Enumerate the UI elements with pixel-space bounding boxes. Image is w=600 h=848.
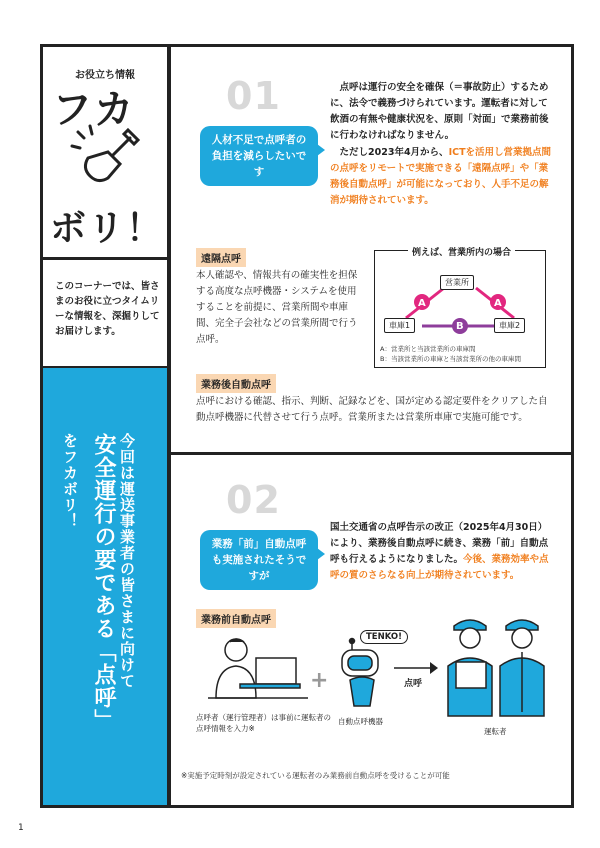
intro-text: このコーナーでは、皆さまのお役に立つタイムリーな情報を、深掘りしてお届けします。 [55, 281, 160, 337]
label-a: A [494, 298, 502, 309]
legend-b: B：当該営業所の車庫と当該営業所の他の車庫間 [380, 355, 521, 363]
section1-paragraph-2 [330, 145, 552, 209]
post-work-auto-tenko-description: 点呼における確認、指示、判断、記録などを、国が定める認定要件をクリアした自動点呼機器に代替させて行う点呼。営業所または営業所車庫で実施可能です。 [196, 396, 548, 423]
divider [40, 257, 170, 260]
para2-text: ただし2023年4月から、 [339, 147, 449, 158]
node-garage-2: 車庫2 [494, 318, 525, 333]
section-divider [168, 452, 574, 455]
diagram-title: 例えば、営業所内の場合 [408, 245, 515, 258]
plus-sign: + [310, 668, 329, 693]
caption-drivers: 運転者 [484, 727, 507, 736]
section1-paragraph-1: 点呼は運行の安全を確保（＝事故防止）するために、法令で義務づけられています。運転者に対して飲酒の有無や健康状況を、原則「対面」で業務前後に行わなければなりません。 [330, 82, 549, 141]
operator-illustration [200, 636, 312, 708]
para-highlight: 今後、業務効率や点呼の質のさらなる向上が期待されています。 [330, 554, 549, 581]
para-text: 国土交通省の点呼告示の改正（2025年4月30日）により、業務後自動点呼に続き、業務「前」自動点呼も行えるようになりました。 [330, 522, 549, 565]
section-number: 01 [226, 74, 281, 118]
feature-line-1: 今回は運送事業者の皆さまに向けて [118, 433, 136, 689]
logo-bottom: ボリ！ [50, 208, 165, 249]
logo-top: フカ [52, 87, 136, 133]
page-number: 1 [18, 823, 24, 833]
drivers-illustration [440, 612, 552, 720]
node-office: 営業所 [440, 275, 474, 290]
label-b: B [456, 321, 464, 332]
question-bubble: 人材不足で点呼者の負担を減らしたいです [200, 126, 318, 186]
arrow-label: 点呼 [404, 679, 423, 689]
arrow-right-icon [392, 658, 440, 678]
tag-pre-work-auto-tenko: 業務前自動点呼 [196, 609, 276, 628]
tenko-speech: TENKO! [360, 630, 408, 644]
question-bubble: 業務「前」自動点呼も実施されたそうですが [200, 530, 318, 590]
tag-remote-tenko: 遠隔点呼 [196, 248, 246, 267]
feature-line-3: をフカボリ！ [61, 433, 79, 529]
legend-a: A：営業所と当該営業所の車庫間 [380, 345, 476, 353]
corner-label: お役立ち情報 [75, 70, 135, 81]
tag-post-work-auto-tenko: 業務後自動点呼 [196, 374, 276, 393]
caption-robot: 自動点呼機器 [338, 717, 383, 726]
feature-line-2: 安全運行の要である「点呼」 [91, 433, 116, 732]
node-garage-1: 車庫1 [384, 318, 415, 333]
remote-tenko-description: 本人確認や、情報共有の確実性を担保する高度な点呼機器・システムを使用することを前提に、営業所間や車庫間、完全子会社などの営業所間で行う点呼。 [196, 270, 358, 345]
section2-paragraph [330, 520, 552, 584]
label-a: A [418, 298, 426, 309]
footnote: ※実施予定時刻が設定されている運転者のみ業務前自動点呼を受けることが可能 [181, 771, 450, 780]
para2-highlight: ICTを活用し営業拠点間の点呼をリモートで実施できる「遠隔点呼」や「業務後自動点呼」が可能になっており、人手不足の解消が期待されています。 [330, 147, 552, 206]
robot-icon [336, 636, 386, 712]
shovel-icon [70, 122, 150, 192]
caption-operator: 点呼者（運行管理者）は事前に運転者の点呼情報を入力※ [196, 713, 331, 733]
section-number: 02 [226, 478, 281, 522]
